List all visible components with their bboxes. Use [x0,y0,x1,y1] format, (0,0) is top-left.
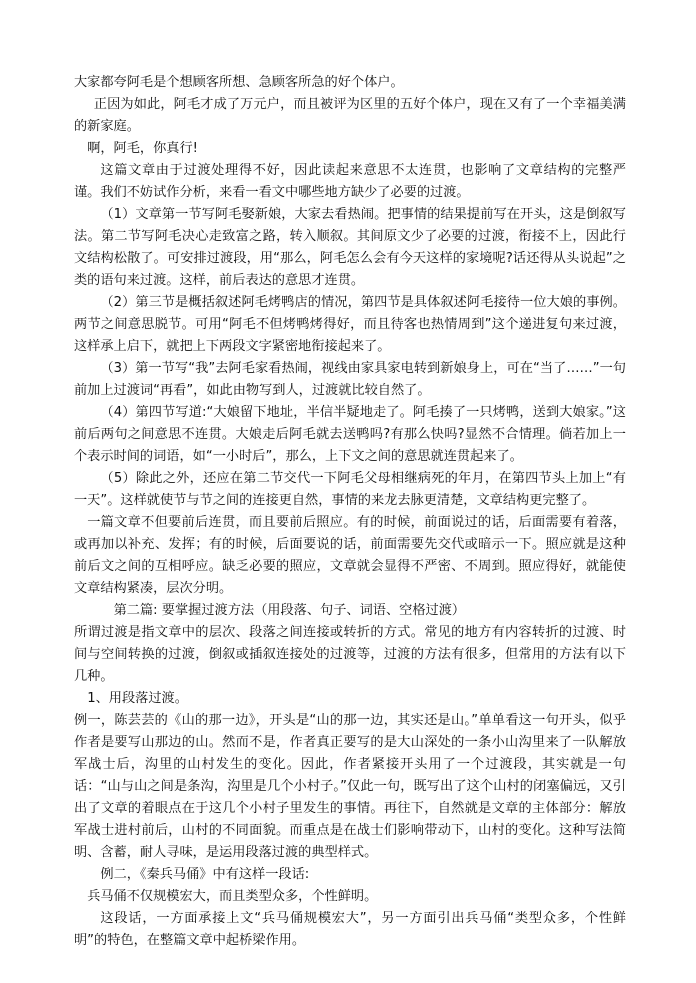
paragraph: 正因为如此，阿毛才成了万元户，而且被评为区里的五好个体户，现在又有了一个幸福美满的新家庭。 [74,97,626,134]
list-item: （1）文章第一节写阿毛娶新娘，大家去看热闹。把事情的结果提前写在开头，这是倒叙写法。第二节写阿毛决心走致富之路，转入顺叙。其间原文少了必要的过渡，衔接不上，因此行文结构松散了。可安排过渡段，用“那么，阿毛怎么会有今天这样的家境呢?话还得从头说起”之类的语句来过渡。这样，前后表达的意思才连贯。 [74,207,626,288]
paragraph: 所谓过渡是指文章中的层次、段落之间连接或转折的方式。常见的地方有内容转折的过渡、时间与空间转换的过渡，倒叙或插叙连接处的过渡等，过渡的方法有很多，但常用的方法有以下几种。 [74,625,626,684]
paragraph: 例二，《秦兵马俑》中有这样一段话: [100,867,310,882]
document-page [74,72,626,952]
section-heading: 第二篇: 要掌握过渡方法（用段落、句子、词语、空格过渡） [113,603,466,618]
paragraph: 一篇文章不但要前后连贯，而且要前后照应。有的时候，前面说过的话，后面需要有着落，或再加以补充、发挥；有的时候，后面要说的话，前面需要先交代或暗示一下。照应就是这种前后文之间的互相呼应。缺乏必要的照应，文章就会显得不严密、不周到。照应得好，就能使文章结构紧凑，层次分明。 [74,515,626,596]
list-item: （3）第一节写“我”去阿毛家看热闹，视线由家具家电转到新娘身上，可在“当了……”一句前加上过渡词“再看”，如此由物写到人，过渡就比较自然了。 [74,361,626,398]
paragraph: 例一，陈芸芸的《山的那一边》，开头是“山的那一边，其实还是山。”单单看这一句开头，似乎作者是要写山那边的山。然而不是，作者真正要写的是大山深处的一条小山沟里来了一队解放军战士后，沟里的山村发生的变化。因此，作者紧接开头用了一个过渡段，其实就是一句话：“山与山之间是条沟，沟里是几个小村子。”仅此一句，既写出了这个山村的闭塞偏远，又引出了文章的着眼点在于这几个小村子里发生的事情。再往下，自然就是文章的主体部分：解放军战士进村前后，山村的不同面貌。而重点是在战士们影响带动下，山村的变化。这种写法简明、含蓄，耐人寻味，是运用段落过渡的典型样式。 [74,713,626,860]
quote: 兵马俑不仅规模宏大，而且类型众多，个性鲜明。 [87,889,378,904]
paragraph: 啊，阿毛，你真行! [87,141,198,156]
paragraph: 这篇文章由于过渡处理得不好，因此读起来意思不太连贯，也影响了文章结构的完整严谨。我们不妨试作分析，来看一看文中哪些地方缺少了必要的过渡。 [74,163,626,200]
list-item: （4）第四节写道:“大娘留下地址，半信半疑地走了。阿毛揍了一只烤鸭，送到大娘家。”这前后两句之间意思不连贯。大娘走后阿毛就去送鸭吗?有那么快吗?显然不合情理。倘若加上一个表示时间的词语，如“一小时后”，那么，上下文之间的意思就连贯起来了。 [74,405,626,464]
paragraph: 大家都夸阿毛是个想顾客所想、急顾客所急的好个体户。 [74,75,404,90]
subheading: 1、用段落过渡。 [87,691,188,706]
list-item: （5）除此之外，还应在第二节交代一下阿毛父母相继病死的年月，在第四节头上加上“有一天”。这样就使节与节之间的连接更自然，事情的来龙去脉更清楚，文章结构更完整了。 [74,471,626,508]
list-item: （2）第三节是概括叙述阿毛烤鸭店的情况，第四节是具体叙述阿毛接待一位大娘的事例。两节之间意思脱节。可用“阿毛不但烤鸭烤得好，而且待客也热情周到”这个递进复句来过渡，这样承上启下，就把上下两段文字紧密地衔接起来了。 [74,295,626,354]
paragraph: 这段话，一方面承接上文“兵马俑规模宏大”，另一方面引出兵马俑“类型众多，个性鲜明”的特色，在整篇文章中起桥梁作用。 [74,911,626,948]
